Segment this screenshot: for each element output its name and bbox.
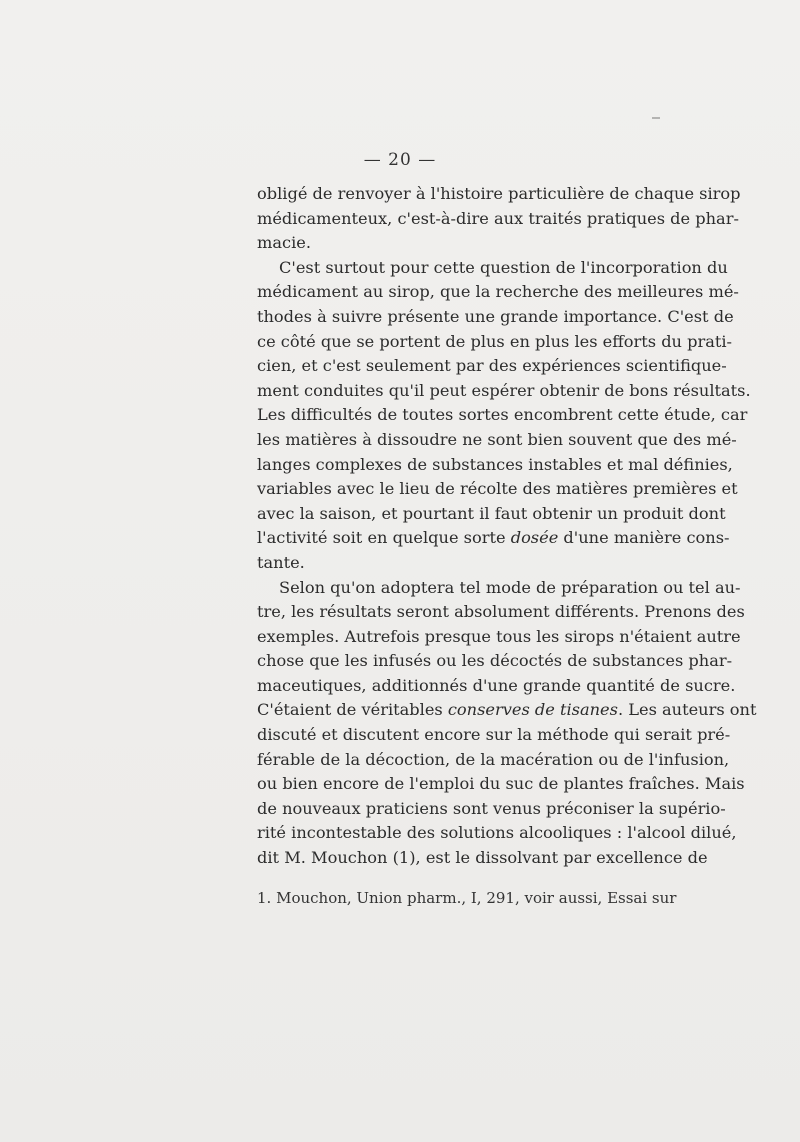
text-segment: C'étaient de véritables <box>257 700 448 720</box>
text-line: C'est surtout pour cette question de l'incorporation du <box>279 257 728 277</box>
text-line: férable de la décoction, de la macération ou de l'infusion, <box>257 749 730 769</box>
text-segment: d'une manière cons- <box>558 528 730 548</box>
text-line: chose que les infusés ou les décoctés de substances phar- <box>257 651 733 671</box>
text-line: Les difficultés de toutes sortes encombrent cette étude, car <box>257 405 748 425</box>
text-line: ment conduites qu'il peut espérer obtenir de bons résultats. <box>257 380 751 400</box>
text-line: rité incontestable des solutions alcooliques : l'alcool dilué, <box>257 823 737 843</box>
text-line: les matières à dissoudre ne sont bien souvent que des mé- <box>257 429 737 449</box>
text-line: ce côté que se portent de plus en plus les efforts du prati- <box>257 331 733 351</box>
italic-text: conserves de tisanes <box>447 700 618 720</box>
text-line: tre, les résultats seront absolument différents. Prenons des <box>257 602 745 622</box>
text-line <box>257 698 757 723</box>
text-line <box>257 526 730 551</box>
italic-text: dosée <box>510 528 559 548</box>
paragraph <box>257 182 741 256</box>
text-line: thodes à suivre présente une grande importance. C'est de <box>257 306 734 326</box>
text-segment: . Les auteurs ont <box>617 700 757 720</box>
text-line: variables avec le lieu de récolte des matières premières et <box>257 479 738 499</box>
paragraph <box>257 256 751 576</box>
text-line: maceutiques, additionnés d'une grande quantité de sucre. <box>257 675 736 695</box>
paper-speck <box>652 117 660 119</box>
text-line: discuté et discutent encore sur la méthode qui serait pré- <box>257 725 731 745</box>
paragraph <box>257 576 757 871</box>
footnote: 1. Mouchon, Union pharm., I, 291, voir aussi, Essai sur <box>257 889 677 907</box>
text-line: de nouveaux praticiens sont venus préconiser la supério- <box>257 798 726 818</box>
text-line: avec la saison, et pourtant il faut obtenir un produit dont <box>257 503 726 523</box>
text-line: macie. <box>257 233 311 253</box>
text-line: dit M. Mouchon (1), est le dissolvant par excellence de <box>257 848 708 868</box>
text-line: ou bien encore de l'emploi du suc de plantes fraîches. Mais <box>257 774 745 794</box>
text-line: cien, et c'est seulement par des expériences scientifique- <box>257 356 727 376</box>
text-line: médicament au sirop, que la recherche des meilleures mé- <box>257 282 739 302</box>
text-line: langes complexes de substances instables et mal définies, <box>257 454 733 474</box>
text-line: Selon qu'on adoptera tel mode de préparation ou tel au- <box>279 577 741 597</box>
page-number: — 20 — <box>363 150 437 170</box>
text-segment: l'activité soit en quelque sorte <box>257 528 511 548</box>
text-line: obligé de renvoyer à l'histoire particulière de chaque sirop <box>257 184 741 203</box>
text-line: médicamenteux, c'est-à-dire aux traités pratiques de phar- <box>257 208 739 228</box>
text-line: exemples. Autrefois presque tous les sirops n'étaient autre <box>257 626 741 646</box>
body-text <box>257 182 757 871</box>
text-line: tante. <box>257 552 305 572</box>
